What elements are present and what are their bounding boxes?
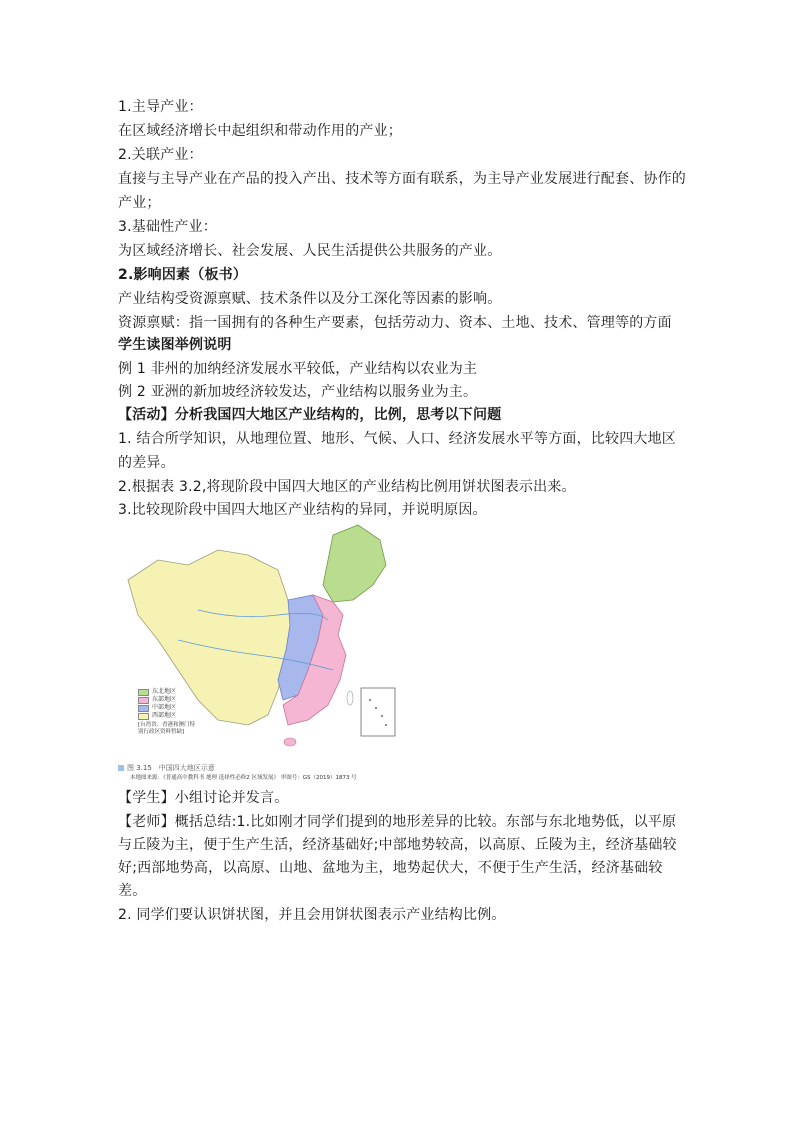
caption-marker xyxy=(118,765,124,771)
subheading: 学生读图举例说明 xyxy=(118,337,232,353)
text-line: 【学生】小组讨论并发言。 xyxy=(118,790,289,806)
text-line: 为区域经济增长、社会发展、人民生活提供公共服务的产业。 xyxy=(118,243,502,259)
text-line: 2. 同学们要认识饼状图，并且会用饼状图表示产业结构比例。 xyxy=(118,907,506,923)
legend-swatch xyxy=(138,705,149,712)
text-line: 产业； xyxy=(118,195,161,211)
map-legend xyxy=(138,688,198,736)
text-line: 的差异。 xyxy=(118,455,175,471)
legend-item: 中部地区 xyxy=(138,704,198,712)
legend-swatch xyxy=(138,713,149,720)
taiwan-island xyxy=(347,691,353,705)
text-line: 与丘陵为主，便于生产生活，经济基础好;中部地势较高，以高原、丘陵为主，经济基础较 xyxy=(118,837,677,853)
text-line: 【老师】概括总结:1.比如刚才同学们提到的地形差异的比较。东部与东北地势低，以平原 xyxy=(118,814,677,830)
text-line: 好;西部地势高，以高原、山地、盆地为主，地势起伏大，不便于生产生活，经济基础较 xyxy=(118,860,663,876)
text-line: 在区域经济增长中起组织和带动作用的产业； xyxy=(118,123,402,139)
text-line: 例 1 非州的加纳经济发展水平较低，产业结构以农业为主 xyxy=(118,361,478,377)
text-line: 产业结构受资源禀赋、技术条件以及分工深化等因素的影响。 xyxy=(118,291,502,307)
legend-item: 东北地区 xyxy=(138,688,198,696)
hainan-island xyxy=(284,738,296,746)
activity-heading: 【活动】分析我国四大地区产业结构的，比例，思考以下问题 xyxy=(118,407,502,423)
text-line: 3.基础性产业： xyxy=(118,219,217,235)
legend-swatch xyxy=(138,689,149,696)
legend-item: 东部地区 xyxy=(138,696,198,704)
text-line: 2.关联产业： xyxy=(118,147,203,163)
text-line: 2.根据表 3.2,将现阶段中国四大地区的产业结构比例用饼状图表示出来。 xyxy=(118,479,576,495)
legend-item: 西部地区 xyxy=(138,712,198,720)
legend-note: [台湾省、香港和澳门特别行政区资料暂缺] xyxy=(138,722,196,735)
map-caption: 图 3.15 中国四大地区示意 xyxy=(118,763,215,773)
text-line: 例 2 亚洲的新加坡经济较发达，产业结构以服务业为主。 xyxy=(118,384,478,400)
china-regions-map xyxy=(118,520,396,770)
section-heading: 2.影响因素（板书） xyxy=(118,267,248,283)
map-source: 本地图来源：《普通高中教科书 地理 选择性必修2 区域发展》 审图号：GS（2019）1873 号 xyxy=(130,775,357,781)
text-line: 直接与主导产业在产品的投入产出、技术等方面有联系，为主导产业发展进行配套、协作的 xyxy=(118,171,686,187)
text-line: 3.比较现阶段中国四大地区产业结构的异同，并说明原因。 xyxy=(118,502,487,518)
legend-swatch xyxy=(138,697,149,704)
northeast-region xyxy=(323,525,386,602)
text-line: 1.主导产业： xyxy=(118,99,203,115)
south-china-sea-inset xyxy=(361,688,395,736)
text-line: 1. 结合所学知识，从地理位置、地形、气候、人口、经济发展水平等方面，比较四大地区 xyxy=(118,431,677,447)
text-line: 资源禀赋：指一国拥有的各种生产要素，包括劳动力、资本、土地、技术、管理等的方面 xyxy=(118,315,672,331)
text-line: 差。 xyxy=(118,883,147,899)
